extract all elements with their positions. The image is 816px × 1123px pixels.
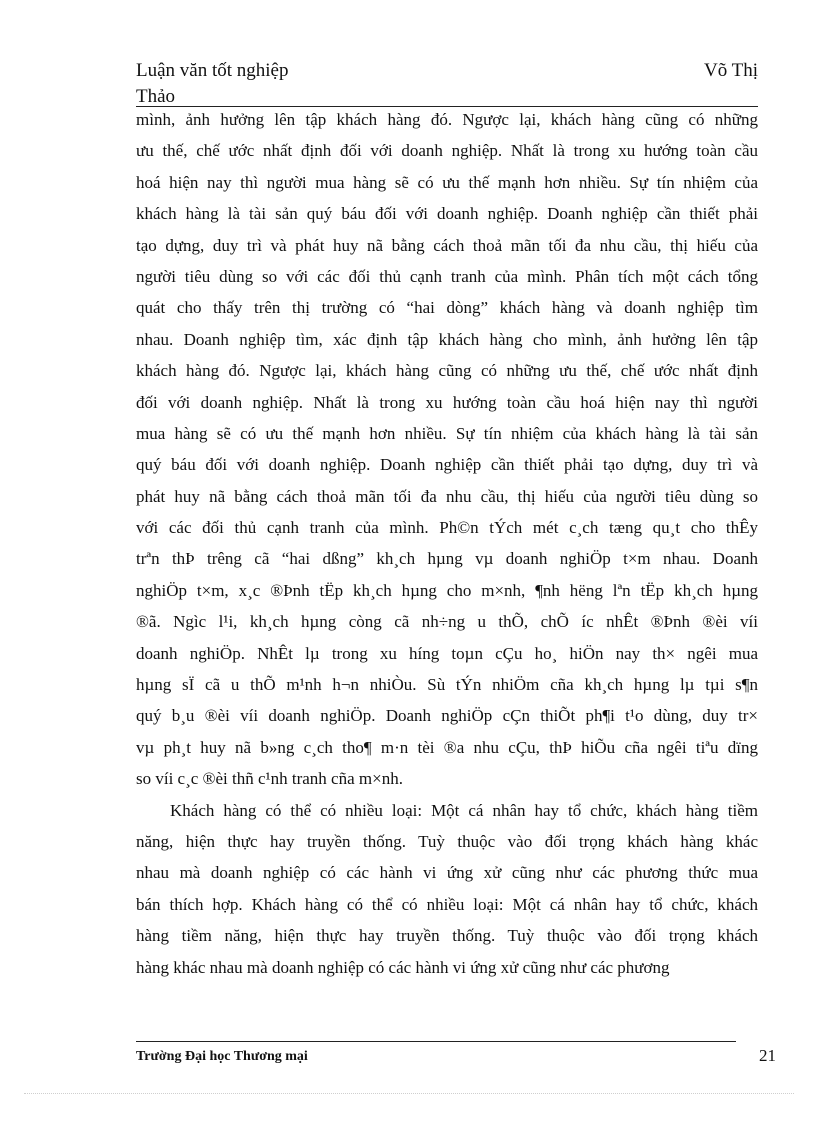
body-line: Khách hàng có thể có nhiều loại: Một cá nhân hay tổ chức, khách hàng tiềm: [170, 800, 758, 820]
body-line: vµ ph¸t huy nã b»ng c¸ch tho¶ m·n tèi ®a nhu cÇu, thÞ hiÕu cña ngêi tiªu dïng: [136, 737, 758, 757]
body-line: tạo dựng, duy trì và phát huy nã bằng cách thoả mãn tối đa nhu cầu, thị hiếu của: [136, 235, 758, 255]
body-line: đối với doanh nghiệp. Nhất là trong xu hướng toàn cầu hoá hiện nay thì người: [136, 392, 758, 412]
body-line: so víi c¸c ®èi thñ c¹nh tranh cña m×nh.: [136, 769, 403, 789]
body-line: quát cho thấy trên thị trường có “hai dòng” khách hàng và doanh nghiệp tìm: [136, 298, 758, 318]
body-line: doanh nghiÖp. NhÊt lµ trong xu híng toµn cÇu ho¸ hiÖn nay th× ngêi mua: [136, 643, 758, 663]
body-line: nhau. Doanh nghiệp tìm, xác định tập khách hàng cho mình, ảnh hưởng lên tập: [136, 329, 758, 349]
body-line: quý b¸u ®èi víi doanh nghiÖp. Doanh nghiÖp cÇn thiÕt ph¶i t¹o dùng, duy tr×: [136, 706, 758, 726]
header-title: [136, 58, 436, 110]
body-line: hàng tiềm năng, hiện thực hay truyền thống. Tuỳ thuộc vào đối trọng khách: [136, 926, 758, 946]
body-line: bán thích hợp. Khách hàng có thể có nhiều loại: Một cá nhân hay tổ chức, khách: [136, 894, 758, 914]
body-line: hµng sÏ cã u thÕ m¹nh h¬n nhiÒu. Sù tÝn nhiÖm cña kh¸ch hµng lµ tµi s¶n: [136, 675, 758, 695]
body-line: năng, hiện thực hay truyền thống. Tuỳ thuộc vào đối trọng khách hàng khác: [136, 831, 758, 851]
body-line: người tiêu dùng so với các đối thủ cạnh tranh của mình. Phân tích một cách tổng: [136, 266, 758, 286]
page-number: 21: [759, 1046, 776, 1065]
body-line: hàng khác nhau mà doanh nghiệp có các hành vi ứng xử cũng như các phương: [136, 957, 670, 977]
body-line: nghiÖp t×m, x¸c ®Þnh tËp kh¸ch hµng cho m×nh, ¶nh hëng lªn tËp kh¸ch hµng: [136, 580, 758, 600]
body-line: với các đối thủ cạnh tranh của mình. Ph©n tÝch mét c¸ch tæng qu¸t cho thÊy: [136, 518, 758, 538]
body-line: hoá hiện nay thì người mua hàng sẽ có ưu thế mạnh hơn nhiều. Sự tín nhiệm của: [136, 172, 758, 192]
body-line: quý báu đối với doanh nghiệp. Doanh nghiệp cần thiết phải tạo dựng, duy trì và: [136, 455, 758, 475]
body-line: trªn thÞ trêng cã “hai dßng” kh¸ch hµng vµ doanh nghiÖp t×m nhau. Doanh: [136, 549, 758, 569]
body-line: phát huy nã bằng cách thoả mãn tối đa nhu cầu, thị hiếu của người tiêu dùng so: [136, 486, 758, 506]
body-line: mua hàng sẽ có ưu thế mạnh hơn nhiều. Sự tín nhiệm của khách hàng là tài sản: [136, 423, 758, 443]
body-line: nhau mà doanh nghiệp có các hành vi ứng xử cũng như các phương thức mua: [136, 863, 758, 883]
body-line: khách hàng đó. Ngược lại, khách hàng cũng có những ưu thế, chế ước nhất định: [136, 361, 758, 381]
body-line: ưu thế, chế ước nhất định đối với doanh nghiệp. Nhất là trong xu hướng toàn cầu: [136, 141, 758, 161]
footer-divider: [136, 1041, 736, 1042]
header-title-line-2: Thảo: [136, 86, 176, 107]
body-line: mình, ảnh hưởng lên tập khách hàng đó. Ngược lại, khách hàng cũng có những: [136, 110, 758, 129]
body-text: [136, 104, 758, 983]
page-bottom-edge: [24, 1093, 794, 1094]
body-line: ®ã. Ngìc l¹i, kh¸ch hµng còng cã nh÷ng u thÕ, chÕ íc nhÊt ®Þnh ®èi víi: [136, 612, 758, 632]
body-line: khách hàng là tài sản quý báu đối với doanh nghiệp. Doanh nghiệp cần thiết phải: [136, 204, 758, 224]
footer-school: Trường Đại học Thương mại: [136, 1049, 308, 1064]
header-author: Võ Thị: [703, 60, 758, 81]
header-title-line-1: Luận văn tốt nghiệp: [136, 60, 289, 81]
